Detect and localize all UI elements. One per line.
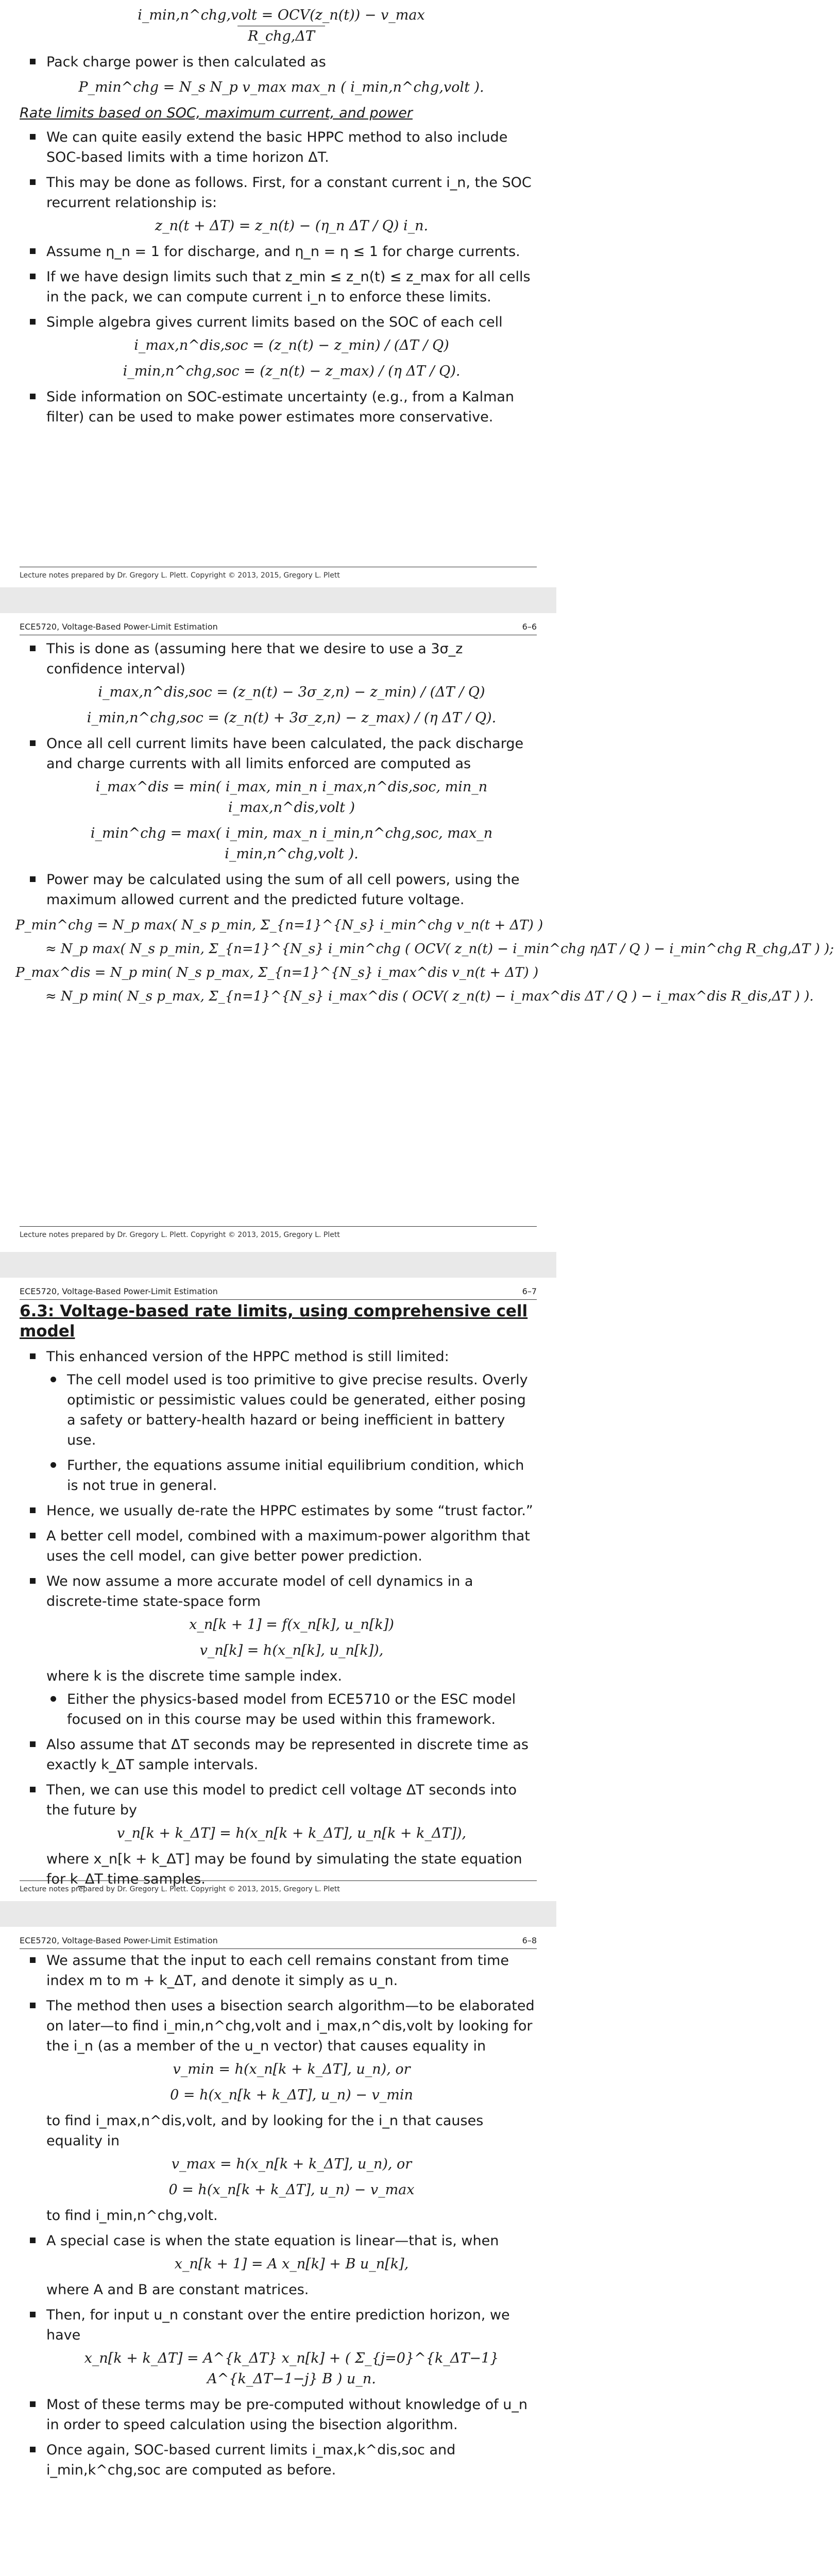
bullet-extend-hppc: We can quite easily extend the basic HPPC method to also include SOC-based limits with a time horizon ΔT. [26, 127, 537, 167]
equation-p-dis-1: P_max^dis = N_p min( N_s p_max, Σ_{n=1}^{N_s} i_max^dis v_n(t + ΔT) ) [15, 965, 539, 980]
equation-soc: z_n(t + ΔT) = z_n(t) − (η_n ΔT / Q) i_n. [155, 218, 429, 234]
bullet-all-limits: Once all cell current limits have been calculated, the pack discharge and charge currents with all limits enforced are computed as i_max^dis = min( i_max, min_n i_max,n^dis,soc, min_n i_max,n^dis,volt ) i_min^chg = max( i_min, max_n i_min,n^chg,soc, max_n i_min,n^chg,volt ). [26, 734, 537, 865]
bullet-constant-horizon: Then, for input u_n constant over the entire prediction horizon, we have x_n[k + k_ΔT] = A^{k_ΔT} x_n[k] + ( Σ_{j=0}^{k_ΔT−1} A^{k_ΔT−1−j} B ) u_n. [26, 2305, 537, 2389]
page-6-8 [0, 1927, 556, 2576]
equation-p-chg-2: ≈ N_p max( N_s p_min, Σ_{n=1}^{N_s} i_min^chg ( OCV( z_n(t) − i_min^chg ηΔT / Q ) − i_min^chg R_chg,ΔT ) ); [45, 941, 834, 957]
bullet-precompute: Most of these terms may be pre-computed without knowledge of u_n in order to speed calculation using the bisection algorithm. [26, 2395, 537, 2435]
bullet-linear-case: A special case is when the state equation is linear—that is, when x_n[k + 1] = A x_n[k] + B u_n[k], where A and B are constant matrices. [26, 2231, 537, 2300]
page-number: 6–8 [522, 1936, 537, 1945]
text-find-dis: to find i_max,n^dis,volt, and by looking for the i_n that causes equality in [46, 2113, 484, 2149]
equation-vmax-1: v_max = h(x_n[k + k_ΔT], u_n), or [171, 2156, 412, 2172]
bullet-bisection: The method then uses a bisection search algorithm—to be elaborated on later—to find i_min,n^chg,volt and i_max,n^dis,volt by looking for the i_n (as a member of the u_n vector) that causes equality in v_min = h(x_n[k + k_ΔT], u_n), or 0 = h(x_n[k + k_ΔT], u_n) − v_min to find i_max,n^dis,volt, and by looking for the i_n that causes equality in v_max = h(x_n[k + k_ΔT], u_n), or 0 = h(x_n[k + k_ΔT], u_n) − v_max to find i_min,n^chg,volt. [26, 1996, 537, 2226]
bullet-better-model: A better cell model, combined with a maximum-power algorithm that uses the cell model, can give better power prediction. [26, 1526, 537, 1566]
equation-dis-soc-3sigma: i_max,n^dis,soc = (z_n(t) − 3σ_z,n) − z_min) / (ΔT / Q) [98, 684, 485, 700]
page-header [20, 618, 537, 635]
equation-vmax-2: 0 = h(x_n[k + k_ΔT], u_n) − v_max [168, 2182, 415, 2198]
equation-dis-soc: i_max,n^dis,soc = (z_n(t) − z_min) / (ΔT / Q) [134, 337, 449, 353]
equation-vmin-2: 0 = h(x_n[k + k_ΔT], u_n) − v_min [170, 2087, 413, 2103]
subbullet-primitive-model: The cell model used is too primitive to give precise results. Overly optimistic or pessimistic values could be generated, either posing a safety or battery-health hazard or being inefficient in battery use. [46, 1370, 537, 1450]
subbullet-physics-model: Either the physics-based model from ECE5710 or the ESC model focused on in this course may be used within this framework. [46, 1689, 537, 1730]
bullet-confidence: This is done as (assuming here that we desire to use a 3σ_z confidence interval) i_max,n^dis,soc = (z_n(t) − 3σ_z,n) − z_min) / (ΔT / Q) i_min,n^chg,soc = (z_n(t) + 3σ_z,n) − z_max) / (η ΔT / Q). [26, 639, 537, 728]
bullet-side-info: Side information on SOC-estimate uncertainty (e.g., from a Kalman filter) can be used to make power estimates more conservative. [26, 387, 537, 427]
page-separator [0, 587, 556, 613]
bullet-soc-limits: Once again, SOC-based current limits i_max,k^dis,soc and i_min,k^chg,soc are computed as before. [26, 2440, 537, 2480]
bullet-soc-recurrence: This may be done as follows. First, for a constant current i_n, the SOC recurrent relationship is: z_n(t + ΔT) = z_n(t) − (η_n ΔT / Q) i_n. [26, 173, 537, 236]
section-title: 6.3: Voltage-based rate limits, using comprehensive cell model [20, 1302, 528, 1341]
page-separator [0, 1252, 556, 1278]
page-separator [0, 1901, 556, 1927]
bullet-eta: Assume η_n = 1 for discharge, and η_n = η ≤ 1 for charge currents. [26, 242, 537, 262]
bullet-predict-voltage: Then, we can use this model to predict cell voltage ΔT seconds into the future by v_n[k + k_ΔT] = h(x_n[k + k_ΔT], u_n[k + k_ΔT]), where x_n[k + k_ΔT] may be found by simulating the state equation for k_ΔT time samples. [26, 1780, 537, 1889]
bullet-state-space: We now assume a more accurate model of cell dynamics in a discrete-time state-space form x_n[k + 1] = f(x_n[k], u_n[k]) v_n[k] = h(x_n[k], u_n[k]), where k is the discrete time sample index. Either the physics-based model from ECE5710 or the ESC model focused on in this course may be used within this framework. [26, 1571, 537, 1730]
equation-pack-power: P_min^chg = N_s N_p v_max max_n ( i_min,n^chg,volt ). [78, 79, 484, 95]
page-6-5 [0, 0, 556, 587]
equation-horizon: x_n[k + k_ΔT] = A^{k_ΔT} x_n[k] + ( Σ_{j=0}^{k_ΔT−1} A^{k_ΔT−1−j} B ) u_n. [84, 2350, 499, 2387]
bullet-trust-factor: Hence, we usually de-rate the HPPC estimates by some “trust factor.” [26, 1501, 537, 1521]
header-title: ECE5720, Voltage-Based Power-Limit Estimation [20, 622, 218, 632]
page-number: 6–7 [522, 1286, 537, 1296]
text-where-x: where x_n[k + k_ΔT] may be found by simulating the state equation for k_ΔT time samples. [46, 1851, 522, 1887]
header-title: ECE5720, Voltage-Based Power-Limit Estimation [20, 1936, 218, 1945]
text-where-ab: where A and B are constant matrices. [46, 2282, 309, 2298]
header-title: ECE5720, Voltage-Based Power-Limit Estimation [20, 1286, 218, 1296]
page-number: 6–6 [522, 622, 537, 632]
equation-i-min-chg: i_min^chg = max( i_min, max_n i_min,n^chg,soc, max_n i_min,n^chg,volt ). [90, 825, 493, 862]
equation-p-chg-1: P_min^chg = N_p max( N_s p_min, Σ_{n=1}^{N_s} i_min^chg v_n(t + ΔT) ) [15, 918, 543, 933]
page-footer: Lecture notes prepared by Dr. Gregory L. Plett. Copyright © 2013, 2015, Gregory L. Plett [20, 1880, 537, 1893]
text-find-chg: to find i_min,n^chg,volt. [46, 2208, 218, 2224]
page-6-7 [0, 1278, 556, 1901]
page-footer: Lecture notes prepared by Dr. Gregory L. Plett. Copyright © 2013, 2015, Gregory L. Plett [20, 1226, 537, 1239]
page-header [20, 1932, 537, 1949]
bullet-pack-charge: Pack charge power is then calculated as [26, 52, 537, 72]
equation-i-max-dis: i_max^dis = min( i_max, min_n i_max,n^dis,soc, min_n i_max,n^dis,volt ) [95, 779, 488, 816]
bullet-constant-input: We assume that the input to each cell remains constant from time index m to m + k_ΔT, and denote it simply as u_n. [26, 1951, 537, 1991]
bullet-power-sum: Power may be calculated using the sum of all cell powers, using the maximum allowed current and the predicted future voltage. [26, 870, 537, 910]
bullet-still-limited: This enhanced version of the HPPC method is still limited: The cell model used is too primitive to give precise results. Overly optimistic or pessimistic values could be generated, either posing a safety or battery-health hazard or being inefficient in battery use. Further, the equations assume initial equilibrium condition, which is not true in general. [26, 1347, 537, 1496]
bullet-design-limits: If we have design limits such that z_min ≤ z_n(t) ≤ z_max for all cells in the pack, we can compute current i_n to enforce these limits. [26, 267, 537, 307]
equation-p-dis-2: ≈ N_p min( N_s p_max, Σ_{n=1}^{N_s} i_max^dis ( OCV( z_n(t) − i_max^dis ΔT / Q ) − i_max^dis R_dis,ΔT ) ). [45, 989, 814, 1004]
equation-vmin-1: v_min = h(x_n[k + k_ΔT], u_n), or [173, 2061, 411, 2077]
subheading-rate-limits: Rate limits based on SOC, maximum current, and power [20, 105, 413, 121]
equation-output: v_n[k] = h(x_n[k], u_n[k]), [199, 1642, 384, 1658]
equation-chg-soc-3sigma: i_min,n^chg,soc = (z_n(t) + 3σ_z,n) − z_max) / (η ΔT / Q). [87, 710, 497, 726]
equation-chg-soc: i_min,n^chg,soc = (z_n(t) − z_max) / (η ΔT / Q). [123, 363, 461, 379]
page-6-6 [0, 613, 834, 1252]
equation-chg-volt: i_min,n^chg,volt = OCV(z_n(t)) − v_max R_chg,ΔT [26, 5, 537, 47]
page-footer: Lecture notes prepared by Dr. Gregory L. Plett. Copyright © 2013, 2015, Gregory L. Plett [20, 567, 537, 580]
bullet-simple-algebra: Simple algebra gives current limits based on the SOC of each cell i_max,n^dis,soc = (z_n(t) − z_min) / (ΔT / Q) i_min,n^chg,soc = (z_n(t) − z_max) / (η ΔT / Q). [26, 312, 537, 382]
equation-linear-state: x_n[k + 1] = A x_n[k] + B u_n[k], [174, 2256, 409, 2272]
page-header [20, 1283, 537, 1300]
equation-state: x_n[k + 1] = f(x_n[k], u_n[k]) [189, 1617, 394, 1633]
equation-predict-voltage: v_n[k + k_ΔT] = h(x_n[k + k_ΔT], u_n[k + k_ΔT]), [116, 1825, 467, 1841]
bullet-k-delta-t: Also assume that ΔT seconds may be represented in discrete time as exactly k_ΔT sample intervals. [26, 1735, 537, 1775]
subbullet-equilibrium: Further, the equations assume initial equilibrium condition, which is not true in general. [46, 1455, 537, 1496]
text-where-k: where k is the discrete time sample index. [46, 1668, 343, 1684]
